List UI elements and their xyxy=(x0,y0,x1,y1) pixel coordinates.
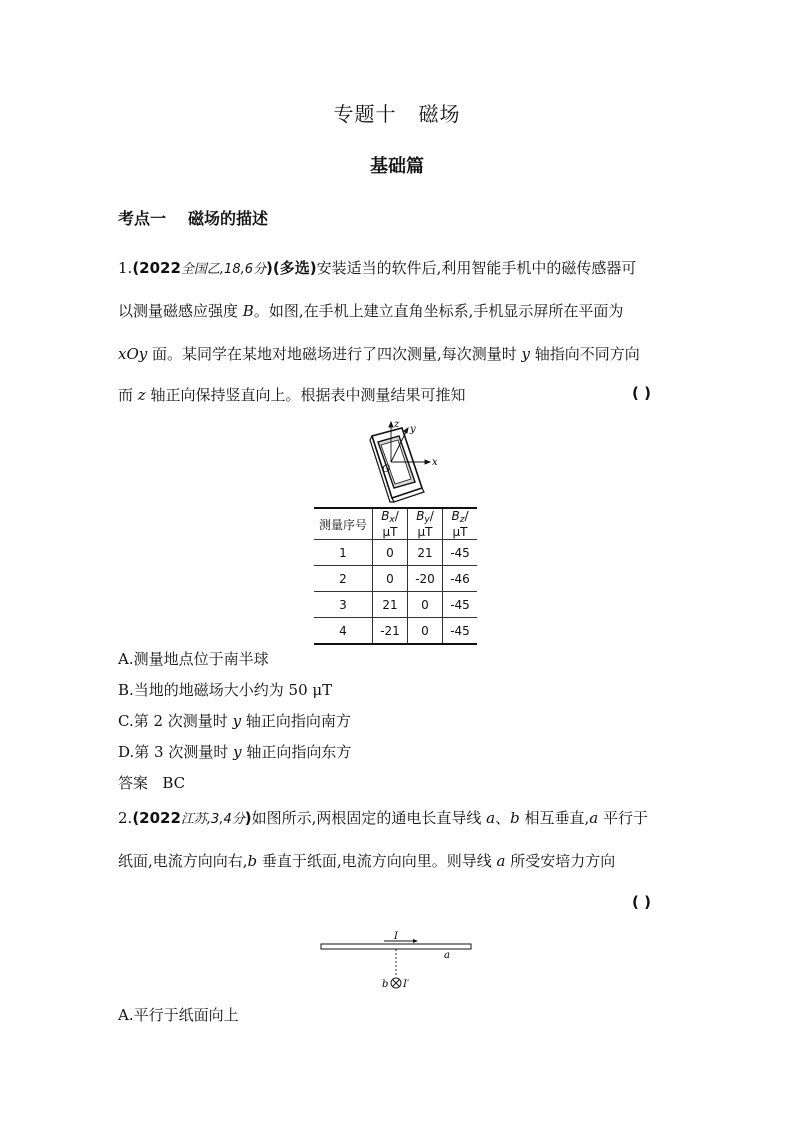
current-label-i-prime: I′ xyxy=(403,979,410,990)
axis-label-y: y xyxy=(410,424,416,435)
origin-label: O xyxy=(382,464,391,475)
q1-line-4: 而 z 轴正向保持竖直向上。根据表中测量结果可推知 xyxy=(118,386,466,404)
table-cell: 0 xyxy=(408,618,443,645)
q1-source: (2022全国乙,18,6分)(多选) xyxy=(132,259,317,277)
table-cell: 21 xyxy=(373,592,408,618)
q2-option-a: A.平行于纸面向上 xyxy=(118,1006,239,1024)
q1-line-2: 以测量磁感应强度 B。如图,在手机上建立直角坐标系,手机显示屏所在平面为 xyxy=(118,302,624,320)
table-cell: 2 xyxy=(314,566,373,592)
q1-answer xyxy=(118,772,185,793)
page-title xyxy=(0,98,794,127)
table-cell: 0 xyxy=(373,566,408,592)
q2-source: (2022江苏,3,4分) xyxy=(132,809,252,827)
table-cell: -45 xyxy=(443,540,478,566)
axis-label-x: x xyxy=(432,457,438,468)
table-cell: -45 xyxy=(443,618,478,645)
current-label-i: I xyxy=(394,931,398,942)
table-cell: -46 xyxy=(443,566,478,592)
phone-body xyxy=(370,428,424,502)
table-cell: -21 xyxy=(373,618,408,645)
table-cell: 3 xyxy=(314,592,373,618)
q1-option-a: A.测量地点位于南半球 xyxy=(118,650,269,668)
section-heading xyxy=(118,206,268,229)
wire-a xyxy=(321,944,471,949)
answer-label: 答案 xyxy=(118,774,149,792)
wire-b-into-page xyxy=(391,978,401,988)
axis-label-z: z xyxy=(394,419,400,430)
title-main: 专题十 xyxy=(333,102,397,126)
phone-figure xyxy=(348,418,468,506)
table-cell: -20 xyxy=(408,566,443,592)
table-cell: 4 xyxy=(314,618,373,645)
header-by: $B_y/\mu T$ xyxy=(408,508,443,540)
section-prefix: 考点一 xyxy=(118,209,167,228)
q1-option-c: C.第 2 次测量时 y 轴正向指向南方 xyxy=(118,712,351,730)
q1-option-b: B.当地的地磁场大小约为 50 μT xyxy=(118,681,333,699)
wire-label-b: b xyxy=(382,979,389,990)
section-name: 磁场的描述 xyxy=(188,209,269,228)
q1-line-1: 1.(2022全国乙,18,6分)(多选)安装适当的软件后,利用智能手机中的磁传感器可 xyxy=(118,259,637,277)
table-cell: 21 xyxy=(408,540,443,566)
table-row xyxy=(314,592,477,618)
header-index: 测量序号 xyxy=(314,508,373,540)
header-bz: $B_z/\mu T$ xyxy=(443,508,478,540)
table-cell: 1 xyxy=(314,540,373,566)
measurement-table xyxy=(314,507,477,645)
q1-line-3: xOy 面。某同学在某地对地磁场进行了四次测量,每次测量时 y 轴指向不同方向 xyxy=(118,345,640,363)
table-row xyxy=(314,540,477,566)
header-bx: $B_x/\mu T$ xyxy=(373,508,408,540)
table-header-row xyxy=(314,508,477,540)
q2-answer-blank: ( ) xyxy=(632,893,651,911)
q2-line-2: 纸面,电流方向向右,b 垂直于纸面,电流方向向里。则导线 a 所受安培力方向 xyxy=(118,852,616,870)
q1-option-d: D.第 3 次测量时 y 轴正向指向东方 xyxy=(118,743,352,761)
q2-number: 2. xyxy=(118,809,133,827)
table-row xyxy=(314,618,477,645)
table-cell: -45 xyxy=(443,592,478,618)
answer-value: BC xyxy=(162,774,186,792)
q2-line-1: 2.(2022江苏,3,4分)如图所示,两根固定的通电长直导线 a、b 相互垂直,a 平行于 xyxy=(118,809,648,827)
title-topic: 磁场 xyxy=(418,102,461,126)
wire-figure xyxy=(318,928,478,992)
q1-answer-blank: ( ) xyxy=(632,384,651,402)
table-cell: 0 xyxy=(373,540,408,566)
table-row xyxy=(314,566,477,592)
wire-label-a: a xyxy=(444,950,450,961)
table-cell: 0 xyxy=(408,592,443,618)
page-subtitle: 基础篇 xyxy=(370,156,424,177)
q1-number: 1. xyxy=(118,259,133,277)
q1-tag: (多选) xyxy=(272,259,317,277)
